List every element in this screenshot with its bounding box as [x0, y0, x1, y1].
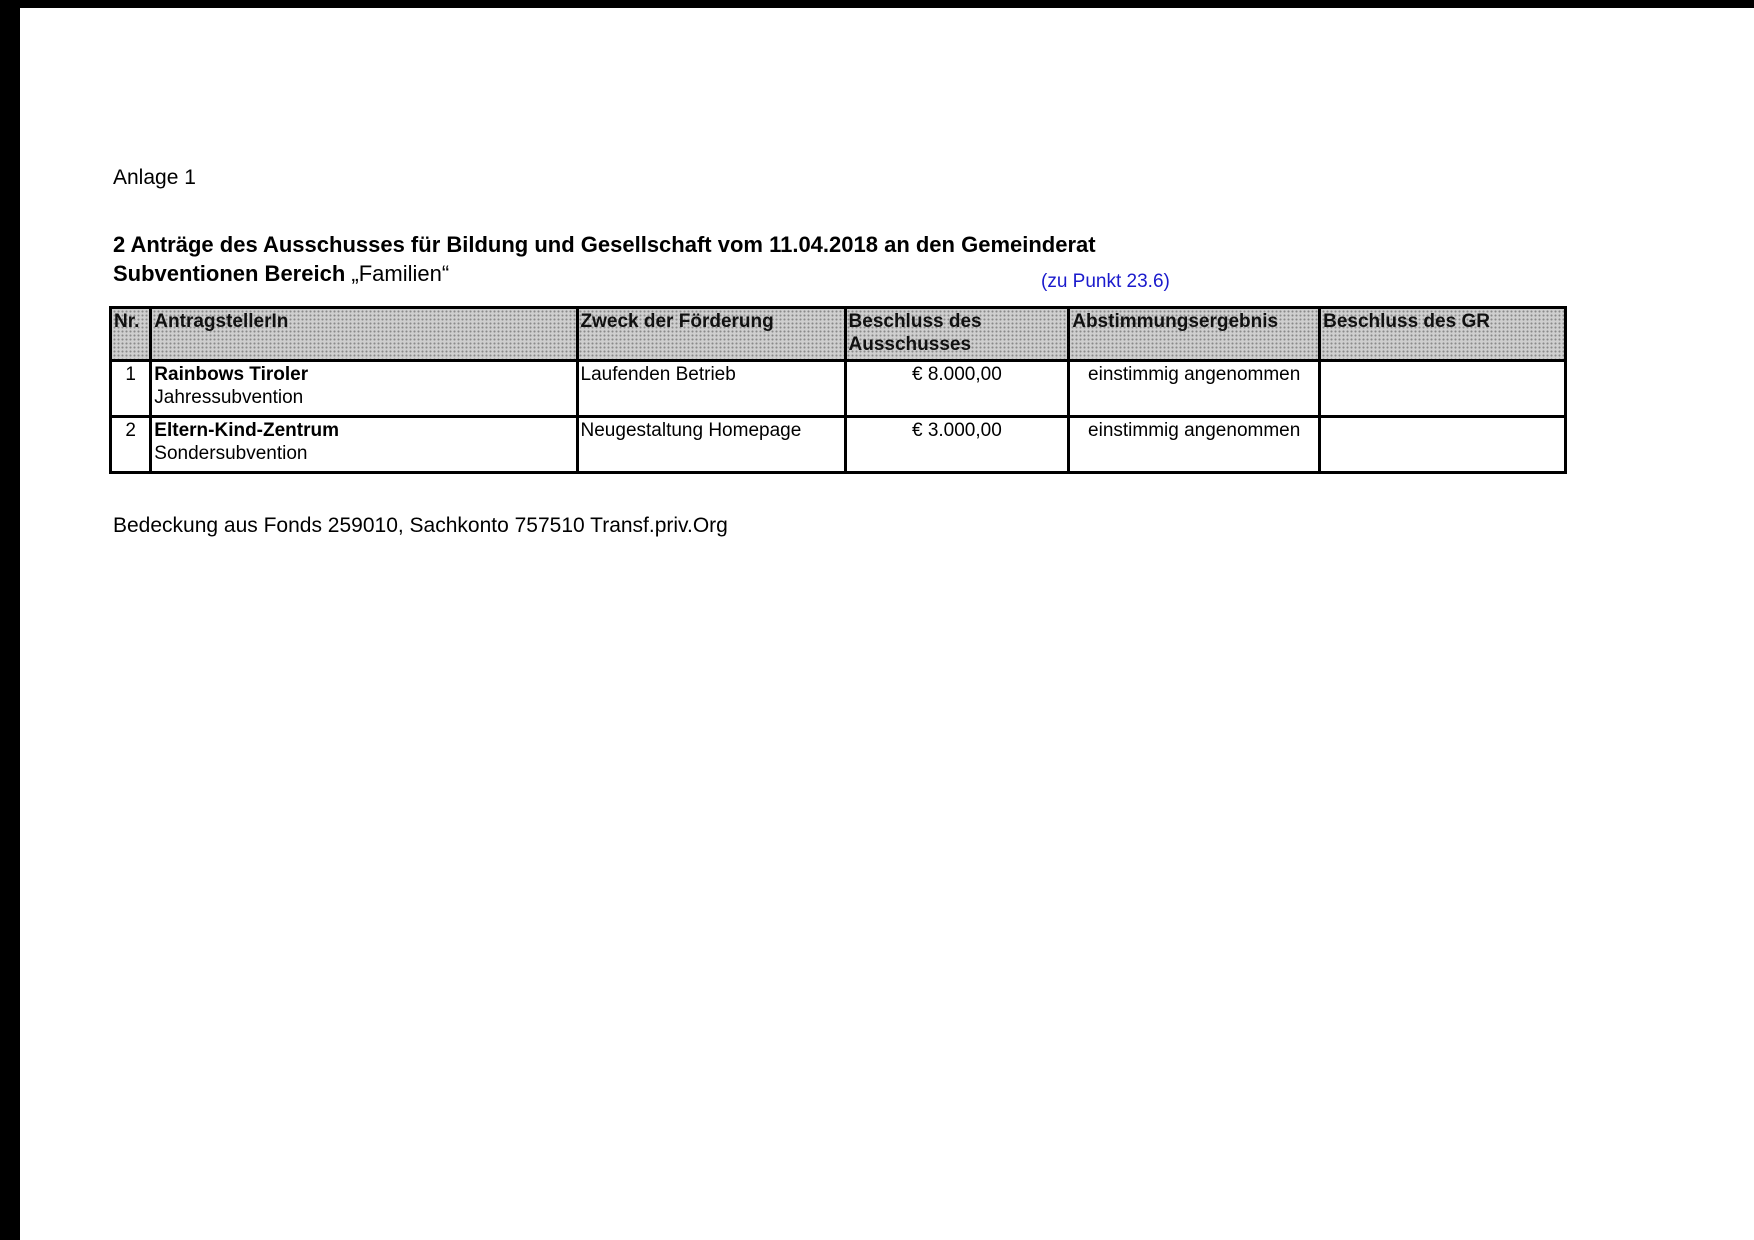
cell-nr: 1: [111, 361, 151, 417]
table-row: [111, 417, 1566, 473]
header-purpose: Zweck der Förderung: [577, 308, 845, 361]
cell-purpose: Laufenden Betrieb: [577, 361, 845, 417]
agenda-reference: (zu Punkt 23.6): [1041, 271, 1170, 292]
table-row: [111, 361, 1566, 417]
header-council-decision: Beschluss des GR: [1320, 308, 1566, 361]
title-line-2: [113, 259, 1096, 288]
cell-vote: einstimmig angenommen: [1069, 417, 1320, 473]
header-committee-decision-line2: Ausschusses: [848, 334, 972, 355]
cell-amount: € 3.000,00: [845, 417, 1069, 473]
title-line-2-normal: „Familien“: [345, 261, 450, 286]
cell-amount: € 8.000,00: [845, 361, 1069, 417]
header-committee-decision-line1: Beschluss des: [848, 311, 982, 332]
title-line-1: 2 Anträge des Ausschusses für Bildung und Gesellschaft vom 11.04.2018 an den Gemeinderat: [113, 232, 1096, 257]
cell-purpose: Neugestaltung Homepage: [577, 417, 845, 473]
header-committee-decision: [845, 308, 1069, 361]
header-vote-result: Abstimmungsergebnis: [1069, 308, 1320, 361]
cell-applicant: [151, 361, 577, 417]
applicant-name: Rainbows Tiroler: [154, 364, 309, 385]
subsidy-table: [109, 306, 1567, 474]
header-applicant: AntragstellerIn: [151, 308, 577, 361]
cell-vote: einstimmig angenommen: [1069, 361, 1320, 417]
applicant-name: Eltern-Kind-Zentrum: [154, 420, 340, 441]
title-line-2-bold: Subventionen Bereich: [113, 261, 346, 286]
attachment-label: Anlage 1: [113, 166, 196, 189]
document-title: [113, 230, 1096, 288]
header-nr: Nr.: [111, 308, 151, 361]
cell-applicant: [151, 417, 577, 473]
cell-council-decision: [1320, 361, 1566, 417]
cell-nr: 2: [111, 417, 151, 473]
table-header-row: [111, 308, 1566, 361]
subsidy-type: Sondersubvention: [154, 443, 308, 464]
funding-note: Bedeckung aus Fonds 259010, Sachkonto 757510 Transf.priv.Org: [113, 514, 728, 537]
cell-council-decision: [1320, 417, 1566, 473]
subsidy-type: Jahressubvention: [154, 387, 304, 408]
document-page: [20, 8, 1754, 1240]
